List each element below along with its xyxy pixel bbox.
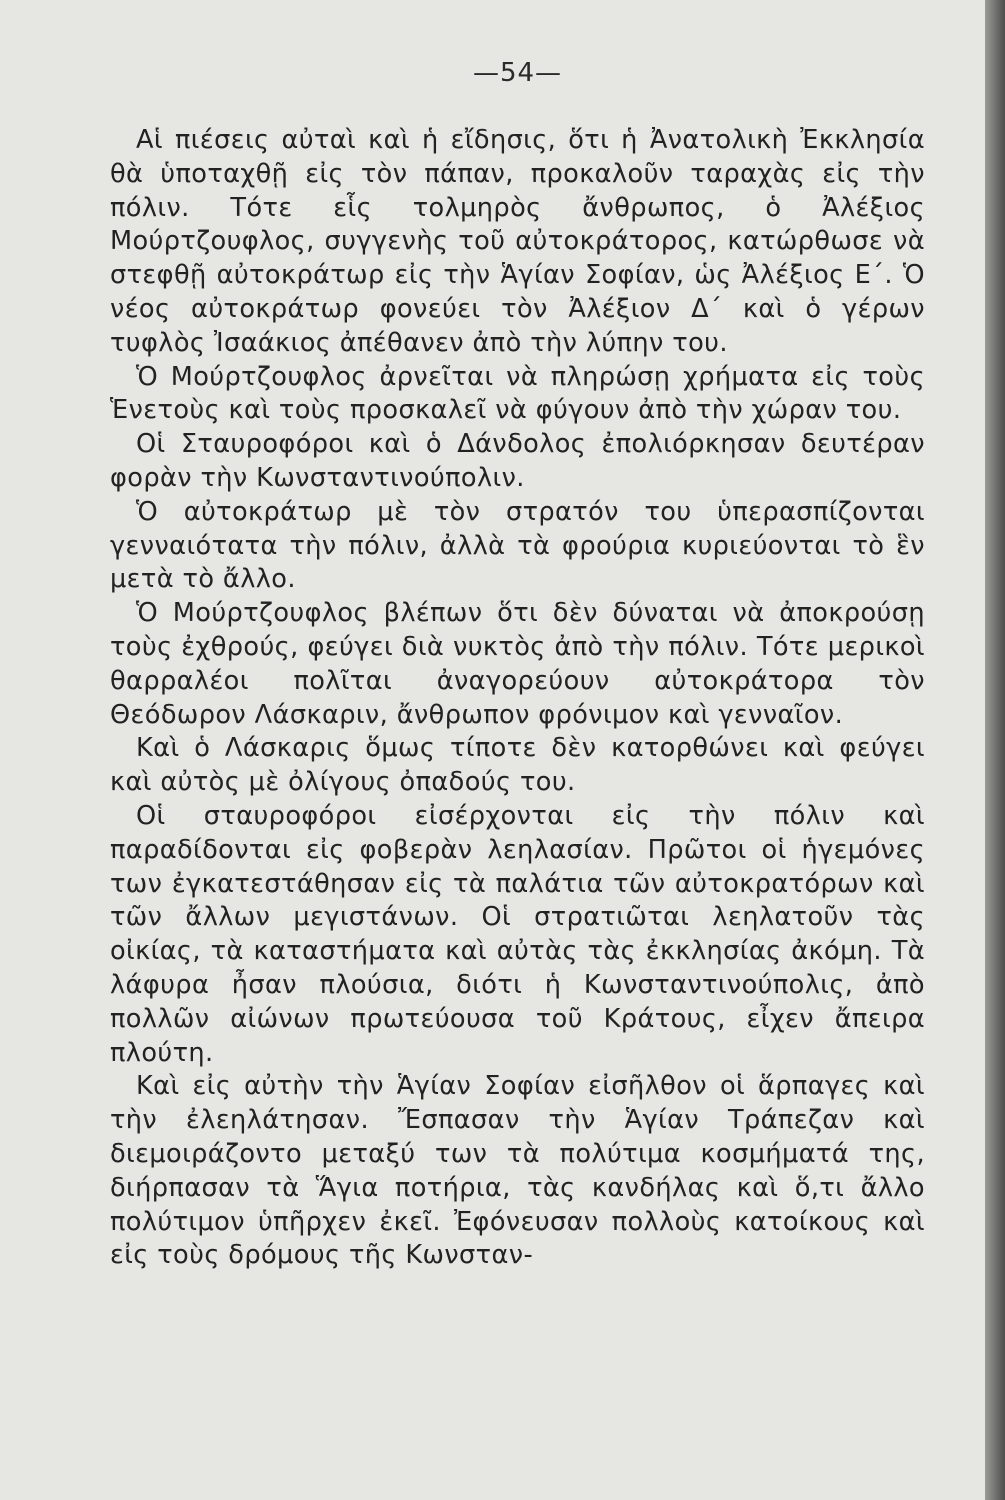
- body-text: [110, 124, 925, 1273]
- paragraph-2: Ὁ Μούρτζουφλος ἀρνεῖται νὰ πληρώσῃ χρήματα εἰς τοὺς Ἑνετοὺς καὶ τοὺς προσκαλεῖ νὰ φύγουν ἀπὸ τὴν χώραν του.: [110, 361, 925, 426]
- paragraph-6: Καὶ ὁ Λάσκαρις ὅμως τίποτε δὲν κατορθώνει καὶ φεύγει καὶ αὐτὸς μὲ ὀλίγους ὀπαδούς του.: [110, 733, 925, 798]
- paragraph-7: Οἱ σταυροφόροι εἰσέρχονται εἰς τὴν πόλιν καὶ παραδίδονται εἰς φοβερὰν λεηλασίαν. Πρῶτοι οἱ ἡγεμόνες των ἐγκατεστάθησαν εἰς τὰ παλάτια τῶν αὐτοκρατόρων καὶ τῶν ἄλλων μεγιστάνων. Οἱ στρατιῶται λεηλατοῦν τὰς οἰκίας, τὰ καταστήματα καὶ αὐτὰς τὰς ἐκκλησίας ἀκόμη. Τὰ λάφυρα ἦσαν πλούσια, διότι ἡ Κωνσταντινούπολις, ἀπὸ πολλῶν αἰώνων πρωτεύουσα τοῦ Κράτους, εἶχεν ἄπειρα πλούτη.: [110, 800, 925, 1068]
- page-number: —54—: [472, 58, 563, 88]
- book-spine-shadow: [985, 0, 1005, 1500]
- paragraph-1: Αἱ πιέσεις αὐταὶ καὶ ἡ εἴδησις, ὅτι ἡ Ἀνατολικὴ Ἐκκλησία θὰ ὑποταχθῇ εἰς τὸν πάπαν, προκαλοῦν ταραχὰς εἰς τὴν πόλιν. Τότε εἷς τολμηρὸς ἄνθρωπος, ὁ Ἀλέξιος Μούρτζουφλος, συγγενὴς τοῦ αὐτοκράτορος, κατώρθωσε νὰ στεφθῇ αὐτοκράτωρ εἰς τὴν Ἁγίαν Σοφίαν, ὡς Ἀλέξιος Ε΄. Ὁ νέος αὐτοκράτωρ φονεύει τὸν Ἀλέξιον Δ΄ καὶ ὁ γέρων τυφλὸς Ἰσαάκιος ἀπέθανεν ἀπὸ τὴν λύπην του.: [110, 125, 925, 358]
- paragraph-5: Ὁ Μούρτζουφλος βλέπων ὅτι δὲν δύναται νὰ ἀποκρούσῃ τοὺς ἐχθρούς, φεύγει διὰ νυκτὸς ἀπὸ τὴν πόλιν. Τότε μερικοὶ θαρραλέοι πολῖται ἀναγορεύουν αὐτοκράτορα τὸν Θεόδωρον Λάσκαριν, ἄνθρωπον φρόνιμον καὶ γενναῖον.: [110, 598, 925, 730]
- paragraph-4: Ὁ αὐτοκράτωρ μὲ τὸν στρατόν του ὑπερασπίζονται γενναιότατα τὴν πόλιν, ἀλλὰ τὰ φρούρια κυριεύονται τὸ ἓν μετὰ τὸ ἄλλο.: [110, 496, 925, 595]
- paragraph-3: Οἱ Σταυροφόροι καὶ ὁ Δάνδολος ἐπολιόρκησαν δευτέραν φορὰν τὴν Κωνσταντινούπολιν.: [110, 429, 925, 493]
- paragraph-8: Καὶ εἰς αὐτὴν τὴν Ἁγίαν Σοφίαν εἰσῆλθον οἱ ἅρπαγες καὶ τὴν ἐλεηλάτησαν. Ἔσπασαν τὴν Ἁγίαν Τράπεζαν καὶ διεμοιράζοντο μεταξύ των τὰ πολύτιμα κοσμήματά της, διήρπασαν τὰ Ἅγια ποτήρια, τὰς κανδήλας καὶ ὅ,τι ἄλλο πολύτιμον ὑπῆρχεν ἐκεῖ. Ἐφόνευσαν πολλοὺς κατοίκους καὶ εἰς τοὺς δρόμους τῆς Κωνσταν-: [110, 1071, 925, 1271]
